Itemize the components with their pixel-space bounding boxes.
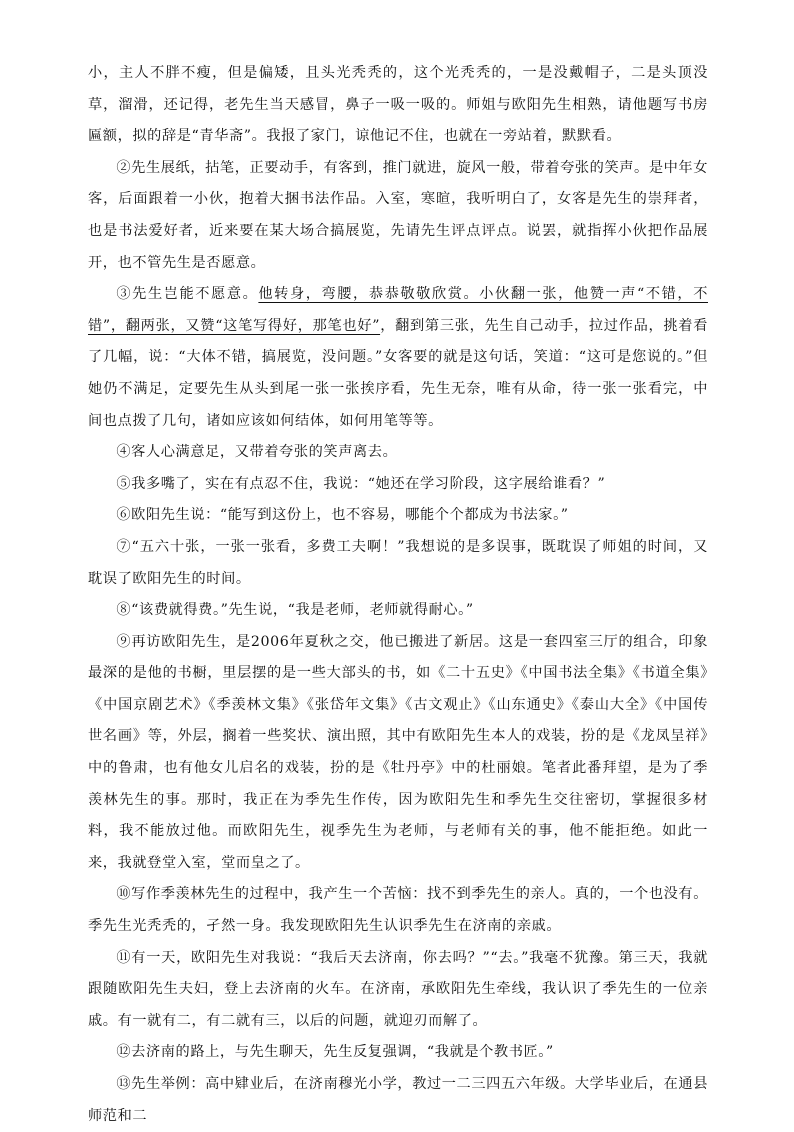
text-run: ⑥欧阳先生说：“能写到这份上，也不容易，哪能个个都成为书法家。”: [116, 507, 569, 524]
paragraph-continued: [88, 58, 708, 153]
text-run: ⑧“该费就得费。”先生说，“我是老师，老师就得耐心。”: [116, 602, 474, 619]
paragraph-5: [88, 469, 708, 501]
text-run: ，翻到第三张，先生自己动手，拉过作品，挑着看了几幅，说：“大体不错，搞展览，没问题。”女客要的就是这句话，笑道：“这可是您说的。”但她仍不满足，定要先生从头到尾一张一张挨序看，先生无奈，唯有从命，待一张一张看完，中间也点拨了几句，诸如应该如何结体，如何用笔等等。: [88, 317, 708, 429]
text-run: ⑦“五六十张，一张一张看，多费工夫啊！”我想说的是多误事，既耽误了师姐的时间，又耽误了欧阳先生的时间。: [88, 538, 708, 587]
document-page: [88, 58, 708, 1132]
underlined-text: 他转身，弯腰，恭恭敬敬欣赏。小伙翻一张，他赞一声“不错，不错”，翻两张，又赞“这笔写得好，那笔也好”: [88, 286, 708, 334]
paragraph-10: [88, 879, 708, 942]
paragraph-7: [88, 532, 708, 595]
text-run: ⑬先生举例：高中肄业后，在济南穆光小学，教过一二三四五六年级。大学毕业后，在通县师范和二: [88, 1076, 708, 1124]
text-run: ⑨再访欧阳先生，是2006年夏秋之交，他已搬进了新居。这是一套四室三厅的组合，印象最深的是他的书橱，里层摆的是一些大部头的书，如《二十五史》《中国书法全集》《书道全集》《中国京剧艺术》《季羡林文集》《张岱年文集》《古文观止》《山东通史》《泰山大全》《中国传世名画》等，外层，搁着一些奖状、演出照，其中有欧阳先生本人的戏装，扮的是《龙凤呈祥》中的鲁肃，也有他女儿启名的戏装，扮的是《牡丹亭》中的杜丽娘。笔者此番拜望，是为了季羡林先生的事。那时，我正在为季先生作传，因为欧阳先生和季先生交往密切，掌握很多材料，我不能放过他。而欧阳先生，视季先生为老师，与老师有关的事，他不能拒绝。如此一来，我就登堂入室，堂而皇之了。: [88, 633, 708, 871]
paragraph-6: [88, 500, 708, 532]
text-run: ⑫去济南的路上，与先生聊天，先生反复强调，“我就是个教书匠。”: [116, 1044, 554, 1061]
text-run: 小，主人不胖不瘦，但是偏矮，且头光秃秃的，这个光秃秃的，一是没戴帽子，二是头顶没草，溜滑，还记得，老先生当天感冒，鼻子一吸一吸的。师姐与欧阳先生相熟，请他题写书房匾额，拟的辞是“青华斋”。我报了家门，谅他记不住，也就在一旁站着，默默看。: [88, 65, 708, 145]
paragraph-13: [88, 1069, 708, 1132]
paragraph-4: [88, 437, 708, 469]
text-run: ②先生展纸，拈笔，正要动手，有客到，推门就进，旋风一般，带着夸张的笑声。是中年女客，后面跟着一小伙，抱着大捆书法作品。入室，寒暄，我听明白了，女客是先生的崇拜者，也是书法爱好者，近来要在某大场合搞展览，先请先生评点评点。说罢，就指挥小伙把作品展开，也不管先生是否愿意。: [88, 159, 708, 271]
text-run: ④客人心满意足，又带着夸张的笑声离去。: [116, 444, 398, 461]
text-run: ⑪有一天，欧阳先生对我说：“我后天去济南，你去吗？”“去。”我毫不犹豫。第三天，我就跟随欧阳先生夫妇，登上去济南的火车。在济南，承欧阳先生牵线，我认识了季先生的一位亲戚。有一就有二，有二就有三，以后的问题，就迎刃而解了。: [88, 949, 708, 1029]
paragraph-8: [88, 595, 708, 627]
paragraph-11: [88, 943, 708, 1038]
text-run: ⑤我多嘴了，实在有点忍不住，我说：“她还在学习阶段，这字展给谁看？”: [116, 475, 606, 492]
text-run: ③先生岂能不愿意。: [116, 286, 259, 303]
paragraph-12: [88, 1037, 708, 1069]
paragraph-3: [88, 279, 708, 437]
paragraph-9: [88, 627, 708, 880]
text-run: ⑩写作季羡林先生的过程中，我产生一个苦恼：找不到季先生的亲人。真的，一个也没有。季先生光秃秃的，孑然一身。我发现欧阳先生认识季先生在济南的亲戚。: [88, 886, 708, 935]
paragraph-2: [88, 153, 708, 279]
